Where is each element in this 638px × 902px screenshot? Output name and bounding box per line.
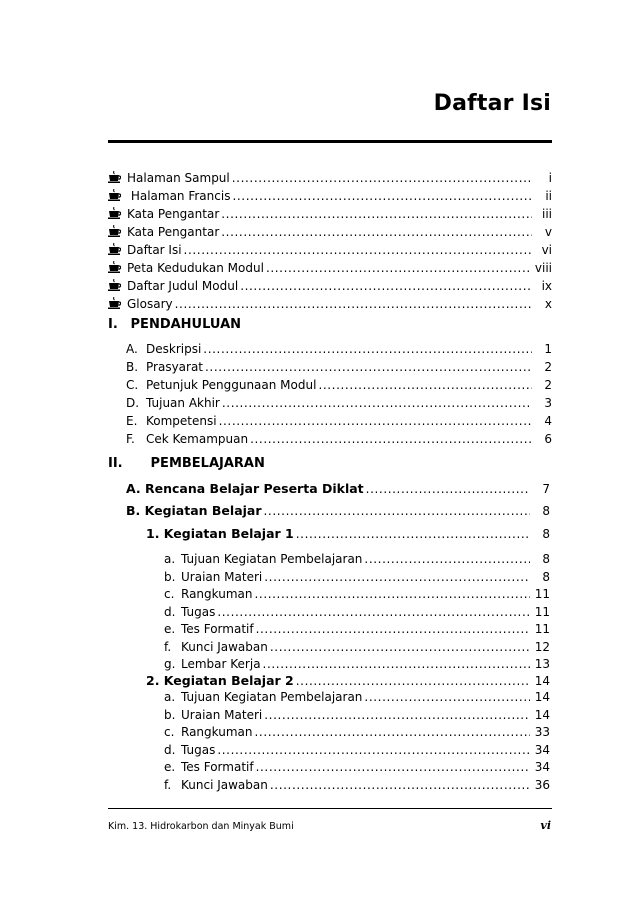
drink-cup-icon	[108, 207, 121, 219]
toc-leader	[266, 260, 532, 276]
toc-entry-page: 12	[534, 639, 550, 654]
toc-entry-text: Uraian Materi	[181, 569, 263, 584]
toc-entry-label	[164, 639, 268, 655]
toc-entry-page: 6	[544, 432, 552, 446]
toc-entry-page: iii	[541, 207, 552, 221]
toc-entry-marker: A.	[126, 342, 138, 356]
drink-cup-icon	[108, 279, 121, 291]
toc-entry-label	[108, 296, 173, 312]
toc-entry[interactable]	[164, 639, 550, 655]
toc-entry[interactable]	[108, 278, 552, 294]
toc-entry-text: Cek Kemampuan	[146, 432, 249, 446]
toc-entry-label	[108, 170, 230, 186]
toc-entry-label	[164, 656, 261, 672]
toc-entry-text: Kunci Jawaban	[181, 639, 268, 654]
toc-entry[interactable]	[108, 224, 552, 240]
toc-entry-page: x	[544, 297, 552, 311]
toc-leader	[217, 604, 530, 620]
toc-entry-marker: e.	[164, 760, 176, 774]
toc-entry[interactable]	[126, 413, 552, 429]
toc-entry-page: 34	[534, 742, 550, 757]
toc-leader	[221, 206, 532, 222]
toc-entry[interactable]	[164, 604, 550, 620]
toc-entry-page: 11	[534, 604, 550, 619]
toc-leader	[364, 551, 530, 567]
toc-leader	[254, 586, 530, 602]
toc-entry-page: 1	[544, 342, 552, 356]
toc-entry-page: 14	[534, 690, 550, 704]
toc-entry-text: Halaman Francis	[127, 189, 231, 203]
toc-entry-label	[126, 395, 220, 411]
toc-entry-text: Glosary	[127, 297, 173, 311]
drink-cup-icon	[108, 171, 121, 183]
toc-entry-page: 33	[534, 725, 550, 739]
toc-entry-page: 11	[534, 587, 550, 601]
toc-entry[interactable]	[126, 503, 550, 519]
toc-entry[interactable]	[108, 296, 552, 312]
toc-leader	[250, 431, 532, 447]
toc-entry[interactable]	[126, 341, 552, 357]
toc-leader	[263, 656, 530, 672]
drink-cup-icon	[108, 297, 121, 309]
toc-leader	[296, 673, 530, 689]
toc-entry-page: 2	[544, 378, 552, 392]
toc-entry-marker: b.	[164, 707, 176, 722]
toc-entry[interactable]	[164, 586, 550, 602]
toc-entry-text: Daftar Judul Modul	[127, 279, 239, 293]
toc-entry-label	[108, 278, 238, 294]
toc-entry[interactable]	[108, 170, 552, 186]
toc-entry-marker: a.	[164, 690, 176, 704]
toc-entry-text: Lembar Kerja	[181, 657, 261, 671]
toc-entry-page: 13	[534, 657, 550, 671]
toc-entry-page: 7	[542, 482, 550, 496]
toc-entry[interactable]	[146, 526, 550, 542]
toc-entry-label: 2. Kegiatan Belajar 2	[146, 673, 294, 688]
toc-entry-text: Tujuan Kegiatan Pembelajaran	[181, 552, 363, 566]
toc-entry-marker: F.	[126, 432, 135, 446]
toc-entry-label	[108, 224, 219, 240]
toc-entry-label: B. Kegiatan Belajar	[126, 503, 262, 518]
toc-leader	[232, 170, 532, 186]
toc-entry-label	[164, 777, 268, 793]
toc-entry-text: Peta Kedudukan Modul	[127, 261, 264, 275]
toc-entry-marker: f.	[164, 777, 172, 792]
toc-entry-label	[126, 413, 217, 429]
toc-entry[interactable]	[164, 621, 550, 637]
title-rule	[108, 140, 552, 143]
toc-entry-marker: d.	[164, 604, 176, 619]
toc-entry[interactable]	[108, 206, 552, 222]
toc-entry-text: Rangkuman	[181, 587, 253, 601]
toc-entry-marker: B.	[126, 360, 139, 374]
toc-leader	[264, 569, 530, 585]
toc-entry-label	[164, 604, 215, 620]
toc-entry-label: A. Rencana Belajar Peserta Diklat	[126, 481, 364, 496]
toc-entry-page: 4	[544, 414, 552, 428]
toc-entry-label	[126, 377, 316, 393]
toc-entry-text: Kata Pengantar	[127, 207, 220, 221]
toc-entry-label	[108, 206, 219, 222]
toc-entry[interactable]	[126, 359, 552, 375]
toc-entry-text: Tujuan Kegiatan Pembelajaran	[181, 690, 363, 704]
section-2-title: PEMBELAJARAN	[150, 456, 265, 471]
toc-entry-marker: D.	[126, 396, 140, 410]
toc-entry[interactable]	[108, 242, 552, 258]
toc-entry-page: 8	[542, 527, 550, 541]
toc-entry-marker: b.	[164, 569, 176, 584]
toc-entry-label	[126, 341, 201, 357]
toc-entry-page: 8	[542, 504, 550, 518]
toc-entry-marker: C.	[126, 378, 139, 392]
toc-entry-label	[126, 359, 203, 375]
toc-entry-text: Deskripsi	[146, 342, 202, 356]
toc-entry-page: 14	[534, 707, 550, 722]
toc-leader	[222, 395, 532, 411]
toc-entry-page: 3	[544, 396, 552, 410]
toc-entry-page: viii	[534, 261, 552, 275]
toc-leader	[219, 413, 532, 429]
toc-entry-page: 8	[542, 552, 550, 566]
toc-leader	[205, 359, 532, 375]
toc-entry[interactable]	[164, 742, 550, 758]
toc-leader	[232, 188, 532, 204]
toc-entry-text: Kompetensi	[146, 414, 217, 428]
toc-leader	[366, 481, 530, 497]
toc-entry-page: i	[548, 171, 552, 185]
toc-entry-marker: a.	[164, 552, 176, 566]
toc-entry-label	[164, 689, 362, 705]
toc-entry-label	[164, 586, 252, 602]
toc-leader	[221, 224, 532, 240]
toc-entry-label: 1. Kegiatan Belajar 1	[146, 526, 294, 541]
toc-entry-marker: d.	[164, 742, 176, 757]
toc-entry[interactable]	[164, 569, 550, 585]
section-1-heading	[108, 317, 241, 333]
toc-leader	[184, 242, 532, 258]
toc-entry-page: 8	[542, 569, 550, 584]
toc-entry-page: 11	[534, 622, 550, 636]
toc-entry-page: 14	[534, 674, 550, 688]
toc-entry-text: Petunjuk Penggunaan Modul	[146, 378, 317, 392]
toc-entry-text: Halaman Sampul	[127, 171, 230, 185]
toc-entry-text: Kunci Jawaban	[181, 777, 268, 792]
toc-entry-label	[164, 724, 252, 740]
toc-entry[interactable]	[146, 673, 550, 689]
toc-entry[interactable]	[164, 707, 550, 723]
toc-entry-text: Daftar Isi	[127, 243, 182, 257]
toc-entry[interactable]	[164, 551, 550, 567]
toc-entry-label	[164, 742, 215, 758]
toc-entry[interactable]	[126, 377, 552, 393]
toc-entry-marker: e.	[164, 622, 176, 636]
toc-entry[interactable]	[164, 759, 550, 775]
drink-cup-icon	[108, 261, 121, 273]
toc-entry-page: ii	[545, 189, 552, 203]
toc-entry-label	[108, 242, 182, 258]
toc-entry[interactable]	[126, 431, 552, 447]
toc-entry-marker: g.	[164, 657, 176, 671]
toc-leader	[270, 639, 530, 655]
toc-entry-marker: f.	[164, 639, 172, 654]
toc-entry-page: 2	[544, 360, 552, 374]
toc-entry-marker: E.	[126, 414, 138, 428]
toc-entry-text: Rangkuman	[181, 725, 253, 739]
toc-leader	[270, 777, 530, 793]
toc-entry-page: 34	[534, 760, 550, 774]
toc-entry-label	[164, 707, 262, 723]
toc-entry-label	[164, 621, 254, 637]
toc-entry-label	[108, 188, 230, 204]
toc-entry-text: Tugas	[181, 742, 216, 757]
footer-page-number: vi	[540, 819, 551, 832]
drink-cup-icon	[108, 243, 121, 255]
toc-entry-text: Prasyarat	[146, 360, 204, 374]
toc-entry[interactable]	[126, 481, 550, 497]
toc-leader	[296, 526, 530, 542]
toc-entry-label	[108, 260, 264, 276]
toc-leader	[203, 341, 532, 357]
toc-leader	[217, 742, 530, 758]
toc-entry[interactable]	[164, 656, 550, 672]
toc-leader	[256, 759, 530, 775]
toc-entry[interactable]	[164, 689, 550, 705]
toc-entry-label	[164, 569, 262, 585]
toc-entry-label	[164, 551, 362, 567]
toc-entry[interactable]	[126, 395, 552, 411]
toc-entry-text: Tugas	[181, 604, 216, 619]
footer-rule	[108, 808, 552, 809]
drink-cup-icon	[108, 189, 121, 201]
drink-cup-icon	[108, 225, 121, 237]
toc-entry[interactable]	[164, 724, 550, 740]
footer-module-title: Kim. 13. Hidrokarbon dan Minyak Bumi	[108, 821, 294, 832]
toc-entry-text: Tes Formatif	[181, 622, 254, 636]
toc-entry-label	[164, 759, 254, 775]
toc-leader	[240, 278, 532, 294]
page-title: Daftar Isi	[433, 91, 551, 116]
toc-entry-page: ix	[541, 279, 552, 293]
toc-entry-page: 36	[534, 777, 550, 792]
toc-entry-marker: c.	[164, 587, 175, 601]
toc-entry[interactable]	[108, 188, 552, 204]
toc-leader	[364, 689, 530, 705]
toc-entry-label	[126, 431, 248, 447]
toc-leader	[175, 296, 532, 312]
toc-leader	[318, 377, 532, 393]
section-1-number: I.	[108, 317, 118, 332]
toc-entry-text: Tujuan Akhir	[146, 396, 220, 410]
toc-entry[interactable]	[108, 260, 552, 276]
toc-entry-text: Tes Formatif	[181, 760, 254, 774]
toc-leader	[256, 621, 530, 637]
toc-leader	[254, 724, 530, 740]
toc-entry-text: Kata Pengantar	[127, 225, 220, 239]
toc-leader	[264, 503, 530, 519]
toc-entry-page: v	[544, 225, 552, 239]
toc-entry-page: vi	[541, 243, 552, 257]
section-2-heading	[108, 456, 265, 472]
section-2-number: II.	[108, 456, 123, 471]
toc-entry-text: Uraian Materi	[181, 707, 263, 722]
toc-entry-marker: c.	[164, 725, 175, 739]
toc-leader	[264, 707, 530, 723]
toc-entry[interactable]	[164, 777, 550, 793]
section-1-title: PENDAHULUAN	[130, 317, 242, 332]
